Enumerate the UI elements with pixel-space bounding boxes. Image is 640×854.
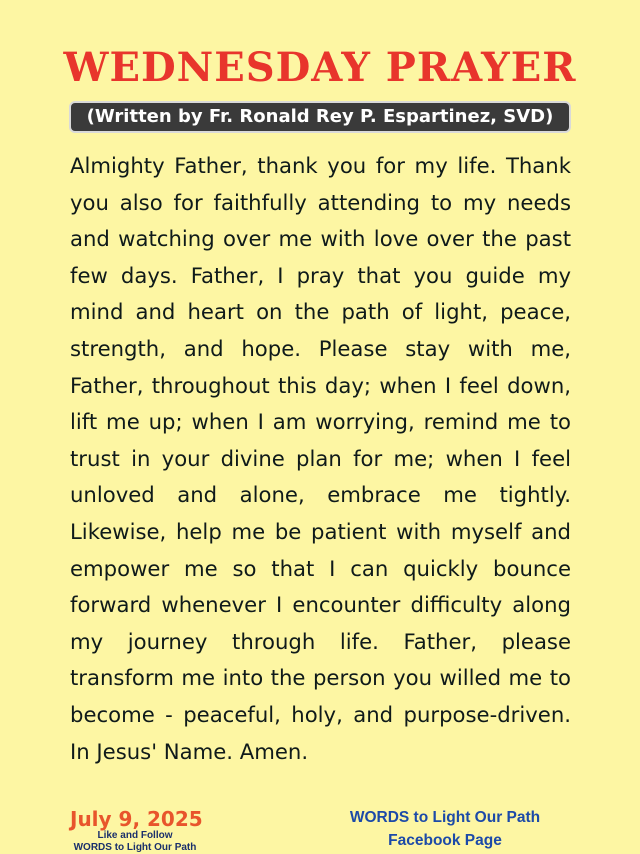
follow-note	[70, 830, 200, 854]
prayer-body: Almighty Father, thank you for my life. Thank you also for faithfully attending to my needs and watching over me with love over the past few days. Father, I pray that you guide my mind and heart on the path of light, peace, strength, and hope. Please stay with me, Father, throughout this day; when I feel down, lift me up; when I am worrying, remind me to trust in your divine plan for me; when I feel unloved and alone, embrace me tightly. Likewise, help me be patient with myself and empower me so that I can quickly bounce forward whenever I encounter difficulty along my journey through life. Father, please transform me into the person you willed me to become - peaceful, holy, and purpose-driven. In Jesus' Name. Amen.	[70, 153, 571, 764]
follow-line-1: Like and Follow	[97, 830, 173, 841]
author-credit: (Written by Fr. Ronald Rey P. Espartinez, SVD)	[69, 101, 571, 133]
page-name-line-2: Facebook Page	[388, 832, 502, 849]
facebook-page-credit	[340, 806, 550, 852]
page-name-line-1: WORDS to Light Our Path	[349, 809, 541, 826]
follow-line-2: WORDS to Light Our Path	[73, 842, 197, 853]
prayer-title: WEDNESDAY PRAYER	[63, 44, 577, 91]
prayer-date: July 9, 2025	[70, 807, 203, 831]
